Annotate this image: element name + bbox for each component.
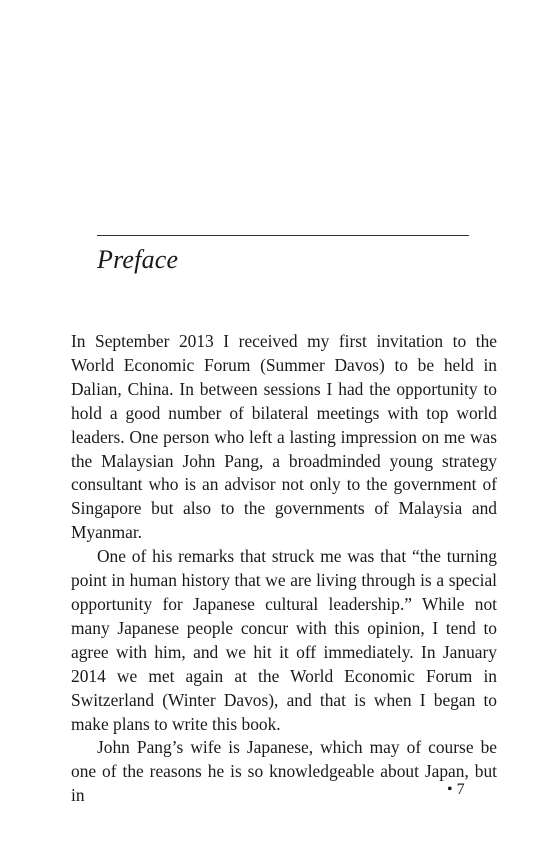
body-text [71, 330, 497, 808]
paragraph: One of his remarks that struck me was that “the turning point in human history that we are living through is a special opportunity for Japanese cultural leadership.” While not many Japanese people concur with this opinion, I tend to agree with him, and we hit it off immediately. In January 2014 we met again at the World Economic Forum in Switzerland (Winter Davos), and that is when I began to make plans to write this book. [71, 546, 497, 734]
chapter-title-rule [97, 235, 469, 236]
paragraph: John Pang’s wife is Japanese, which may of course be one of the reasons he is so knowledgeable about Japan, but in [71, 737, 497, 806]
paragraph: In September 2013 I received my first invitation to the World Economic Forum (Summer Davos) to be held in Dalian, China. In between sessions I had the opportunity to hold a good number of bilateral meetings with top world leaders. One person who left a lasting impression on me was the Malaysian John Pang, a broadminded young strategy consultant who is an advisor not only to the government of Singapore but also to the governments of Malaysia and Myanmar. [71, 331, 497, 543]
chapter-title: Preface [97, 245, 179, 274]
page-number: • 7 [447, 781, 465, 798]
